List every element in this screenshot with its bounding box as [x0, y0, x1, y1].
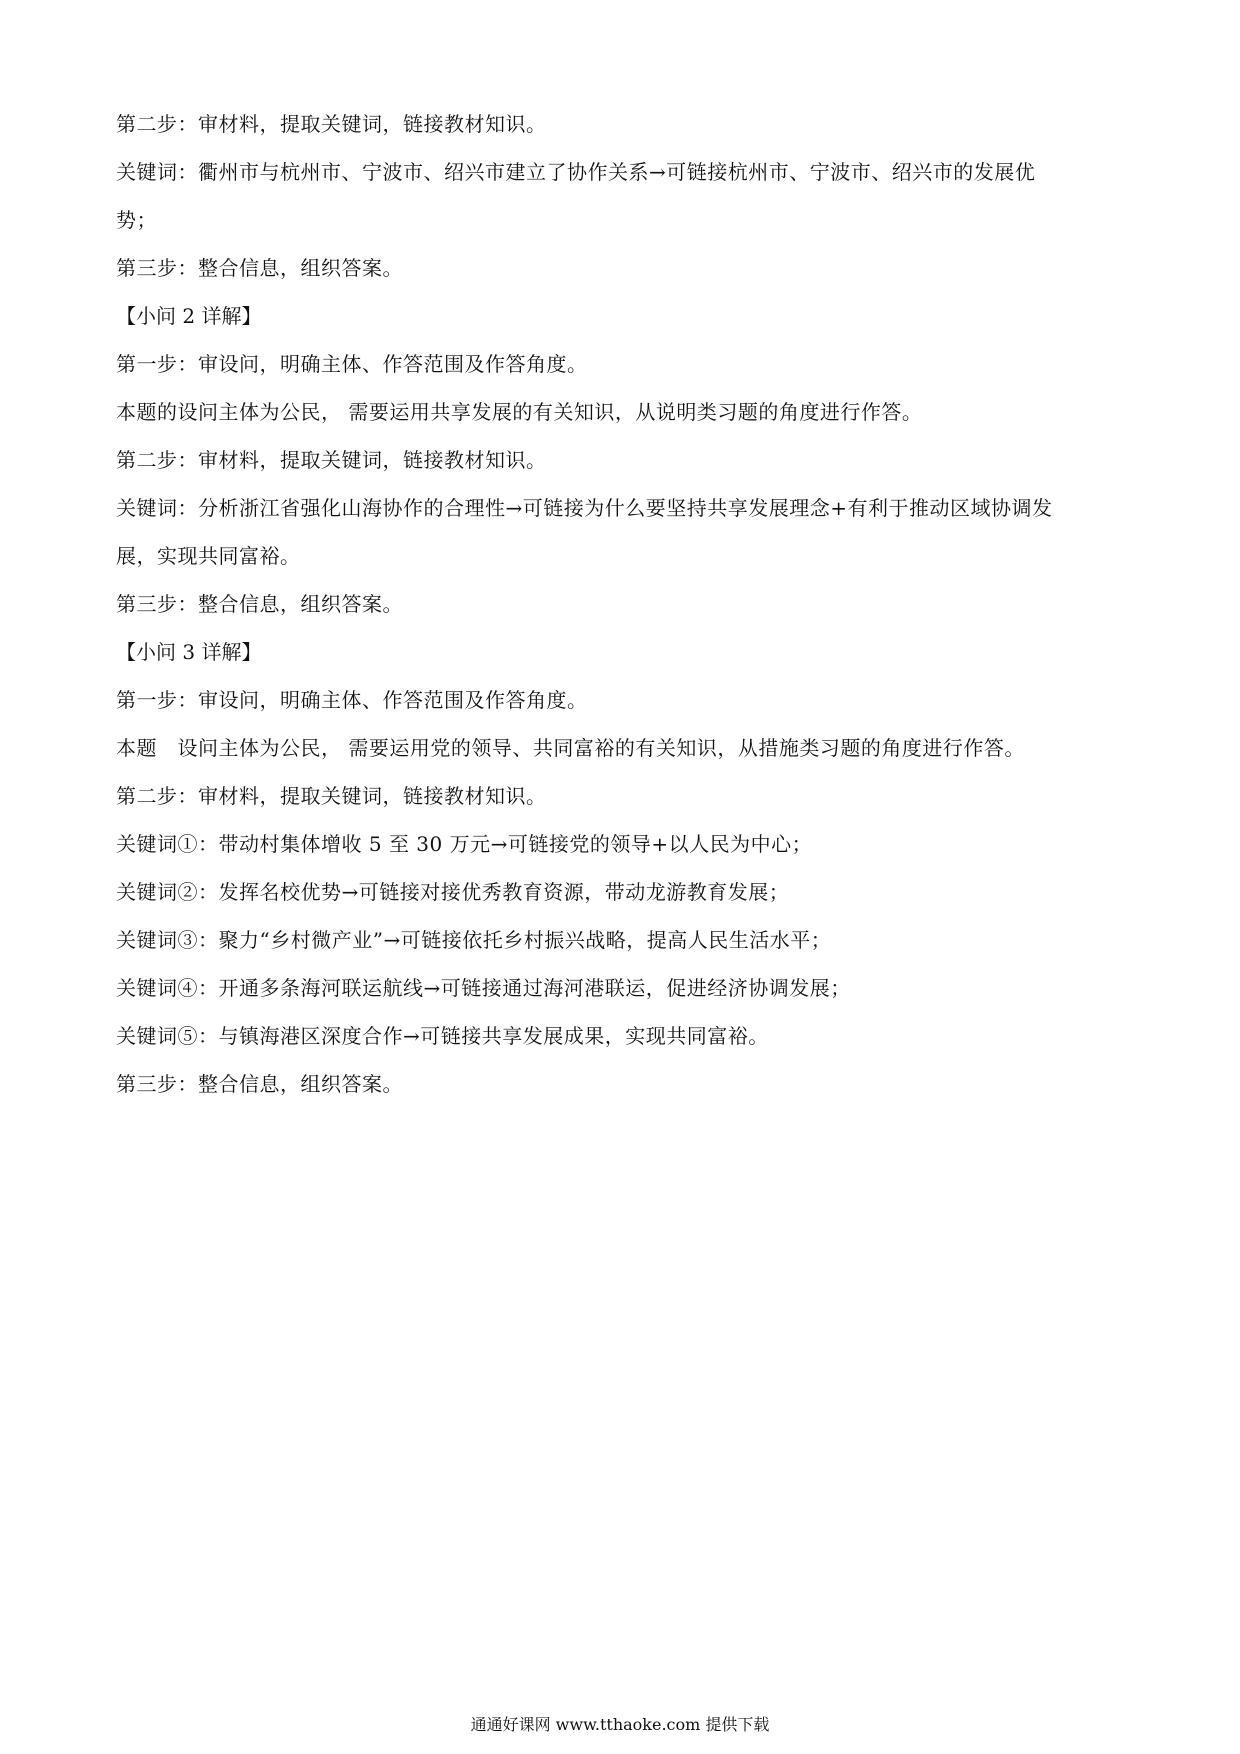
step-line: 第三步：整合信息，组织答案。	[116, 1072, 403, 1096]
question-subject-line: 本题的设问主体为公民， 需要运用共享发展的有关知识，从说明类习题的角度进行作答。	[116, 400, 923, 424]
keyword-line-3: 关键词③：聚力“乡村微产业”→可链接依托乡村振兴战略，提高人民生活水平；	[116, 928, 832, 952]
keyword-line-continued: 势；	[116, 208, 157, 232]
keyword-line: 关键词：分析浙江省强化山海协作的合理性→可链接为什么要坚持共享发展理念+有利于推动区域协调发	[116, 496, 1053, 520]
keyword-line: 关键词：衢州市与杭州市、宁波市、绍兴市建立了协作关系→可链接杭州市、宁波市、绍兴市的发展优	[116, 160, 1036, 184]
step-line: 第二步：审材料，提取关键词，链接教材知识。	[116, 112, 547, 136]
keyword-line-4: 关键词④：开通多条海河联运航线→可链接通过海河港联运，促进经济协调发展；	[116, 976, 851, 1000]
keyword-line-5: 关键词⑤：与镇海港区深度合作→可链接共享发展成果，实现共同富裕。	[116, 1024, 769, 1048]
section-heading-q3: 【小问 3 详解】	[116, 640, 262, 664]
step-line: 第二步：审材料，提取关键词，链接教材知识。	[116, 448, 547, 472]
keyword-line-1: 关键词①：带动村集体增收 5 至 30 万元→可链接党的领导+以人民为中心；	[116, 832, 813, 856]
question-subject-line: 本题 设问主体为公民， 需要运用党的领导、共同富裕的有关知识，从措施类习题的角度进行作答。	[116, 736, 1025, 760]
step-line: 第三步：整合信息，组织答案。	[116, 592, 403, 616]
step-line: 第一步：审设问，明确主体、作答范围及作答角度。	[116, 688, 588, 712]
answer-analysis-body	[116, 100, 1126, 1108]
step-line: 第二步：审材料，提取关键词，链接教材知识。	[116, 784, 547, 808]
page-footer: 通通好课网 www.tthaoke.com 提供下载	[470, 1715, 770, 1734]
step-line: 第三步：整合信息，组织答案。	[116, 256, 403, 280]
keyword-line-2: 关键词②：发挥名校优势→可链接对接优秀教育资源，带动龙游教育发展；	[116, 880, 790, 904]
step-line: 第一步：审设问，明确主体、作答范围及作答角度。	[116, 352, 588, 376]
section-heading-q2: 【小问 2 详解】	[116, 304, 262, 328]
keyword-line-continued: 展，实现共同富裕。	[116, 544, 301, 568]
